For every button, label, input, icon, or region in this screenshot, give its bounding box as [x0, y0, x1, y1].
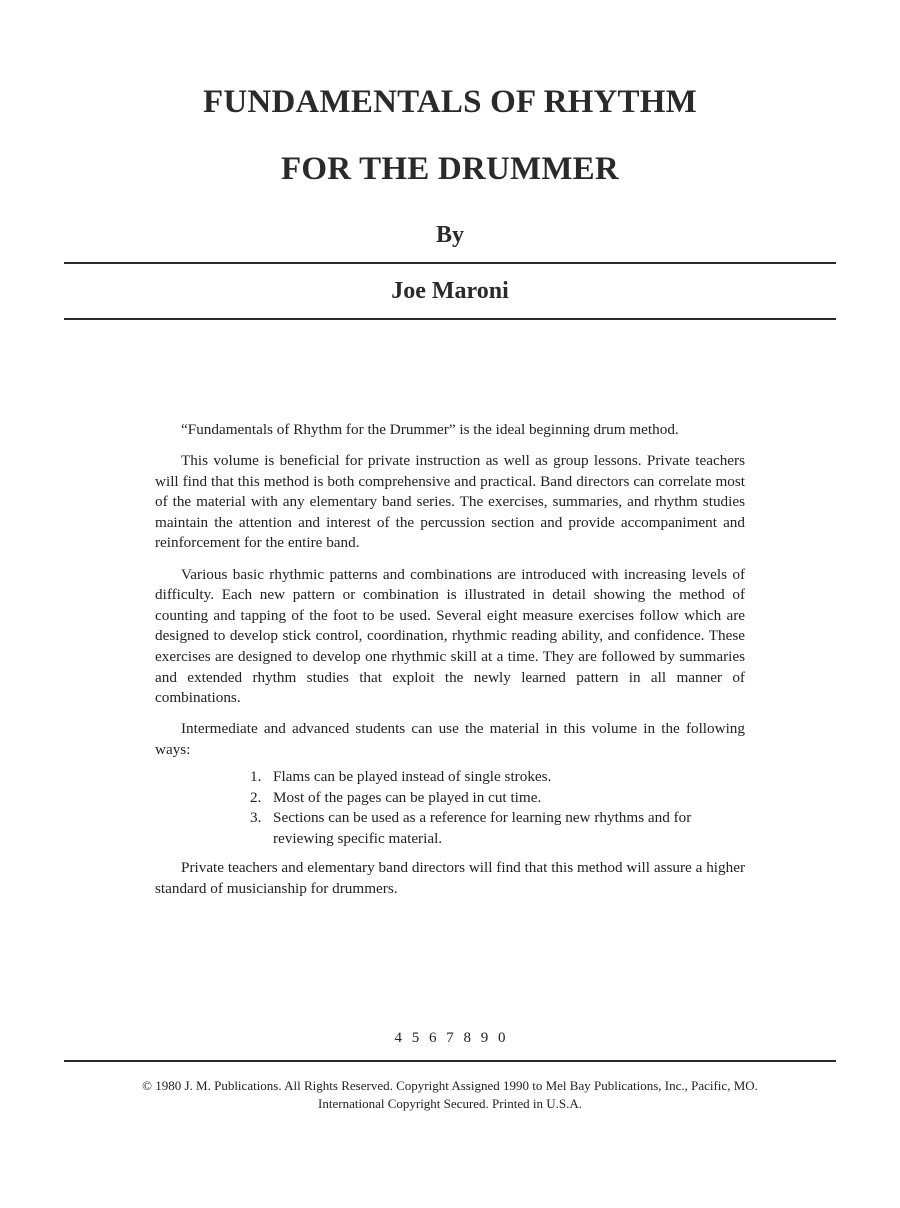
author-name: Joe Maroni: [391, 278, 509, 304]
list-item-number: 3.: [250, 809, 262, 827]
paragraph: This volume is beneficial for private instruction as well as group lessons. Private teachers will find that this method is both comprehensive and practical. Band directors can correlate most of the material with any elementary band series. The exercises, summaries, and rhythm studies maintain the attention and interest of the percussion section and provide accompaniment and reinforcement for the entire band.: [155, 452, 745, 552]
paragraph: Private teachers and elementary band directors will find that this method will assure a higher standard of musicianship for drummers.: [155, 859, 745, 897]
copyright-notice: [0, 1077, 900, 1112]
paragraph: “Fundamentals of Rhythm for the Drummer” is the ideal beginning drum method.: [181, 421, 679, 438]
copyright-line: © 1980 J. M. Publications. All Rights Reserved. Copyright Assigned 1990 to Mel Bay Publications, Inc., Pacific, MO.: [142, 1078, 758, 1093]
list-item-number: 2.: [250, 788, 262, 806]
divider-rule: [64, 318, 836, 320]
printing-numbers: 4 5 6 7 8 9 0: [394, 1030, 506, 1046]
usage-list: [250, 767, 745, 849]
list-item: [250, 767, 745, 788]
copyright-line: International Copyright Secured. Printed in U.S.A.: [318, 1095, 582, 1111]
list-item: [250, 808, 745, 849]
list-item-text: Flams can be played instead of single strokes.: [273, 767, 552, 785]
list-item-text: Most of the pages can be played in cut time.: [273, 788, 542, 806]
title-line-1: FUNDAMENTALS OF RHYTHM: [203, 84, 697, 120]
paragraph: Various basic rhythmic patterns and combinations are introduced with increasing levels of difficulty. Each new pattern or combination is illustrated in detail showing the method of counting and tapping of the foot to be used. Several eight measure exercises follow which are designed to develop stick control, coordination, rhythmic reading ability, and confidence. These exercises are designed to develop one rhythmic skill at a time. They are followed by summaries and extended rhythm studies that exploit the newly learned pattern in all manner of combinations.: [155, 565, 745, 707]
body-text: [155, 420, 745, 910]
list-item-number: 1.: [250, 767, 262, 785]
title-line-2: FOR THE DRUMMER: [281, 151, 619, 187]
paragraph: Intermediate and advanced students can use the material in this volume in the following ways:: [155, 720, 745, 758]
by-label: By: [435, 222, 464, 248]
divider-rule: [64, 1060, 836, 1062]
list-item-text: Sections can be used as a reference for learning new rhythms and for reviewing specific material.: [273, 809, 692, 847]
divider-rule: [64, 262, 836, 264]
list-item: [250, 788, 745, 809]
